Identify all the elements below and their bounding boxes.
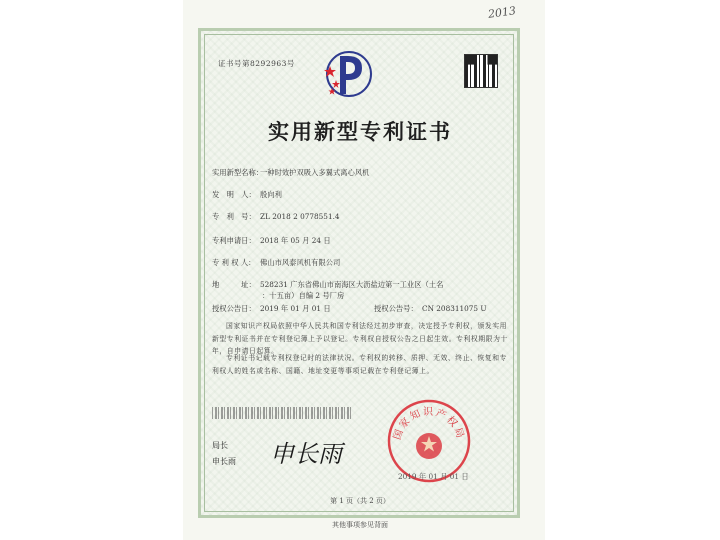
field-value: 2018 年 05 月 24 日 [260, 236, 331, 245]
official-title: 局长 [212, 441, 228, 450]
field-label: 专利申请日： [212, 236, 256, 245]
field-announce-date [212, 304, 331, 314]
qr-code [464, 54, 498, 88]
footer-note: 其他事项参见背面 [332, 521, 388, 529]
official-name: 申长雨 [212, 457, 236, 466]
certificate-title: 实用新型专利证书 [268, 119, 452, 144]
field-address [212, 280, 443, 290]
field-label: 地 址： [212, 280, 256, 289]
page-number: 第 1 页（共 2 页） [330, 497, 390, 505]
signature-text: 申长雨 [270, 440, 342, 468]
seal-date: 2019 年 01 月 01 日 [398, 472, 469, 481]
field-value: 528231 广东省佛山市南海区大沥盐边第一工业区（土名 [260, 280, 444, 289]
handwritten-note: 2013 [487, 4, 517, 21]
certificate-number: 证书号第8292963号 [218, 59, 295, 68]
field-label: 实用新型名称： [212, 168, 264, 177]
field-label: 专 利 号： [212, 212, 256, 221]
barcode [212, 407, 352, 419]
field-inventor [212, 190, 282, 200]
field-value: 殷向利 [260, 190, 282, 199]
field-patentee [212, 258, 340, 268]
seal-text: 国家知识产权局 [392, 406, 466, 442]
grant-paragraph: 国家知识产权局依照中华人民共和国专利法经过初步审查，决定授予专利权，颁发实用新型专利证书并在专利登记簿上予以登记。专利权自授权公告之日起生效。专利权期限为十年，自申请日起算。 [212, 322, 508, 355]
field-value: 2019 年 01 月 01 日 [260, 304, 331, 313]
field-label: 授权公告日： [212, 304, 256, 313]
field-value: CN 208311075 U [422, 304, 487, 313]
field-value: 一种时效护双吸入多翼式离心风机 [260, 168, 370, 177]
field-address-line2: ：十五亩）自编 2 号厂房 [262, 291, 345, 300]
field-value: 佛山市风泰风机有限公司 [260, 258, 341, 267]
legal-status-paragraph: 专利证书记载专利权登记时的法律状况。专利权的转移、质押、无效、终止、恢复和专利权人的姓名或名称、国籍、地址变更等事项记载在专利登记簿上。 [212, 354, 508, 375]
field-utility-model-name [212, 168, 369, 178]
director-signature [268, 432, 358, 472]
patent-office-emblem-icon [318, 48, 380, 100]
field-announce-number [374, 304, 487, 314]
field-filing-date [212, 236, 331, 246]
field-label: 发 明 人： [212, 190, 256, 199]
field-patent-number [212, 212, 340, 222]
field-value: ZL 2018 2 0778551.4 [260, 212, 340, 221]
field-label: 专 利 权 人： [212, 258, 256, 267]
field-label: 授权公告号： [374, 304, 418, 313]
